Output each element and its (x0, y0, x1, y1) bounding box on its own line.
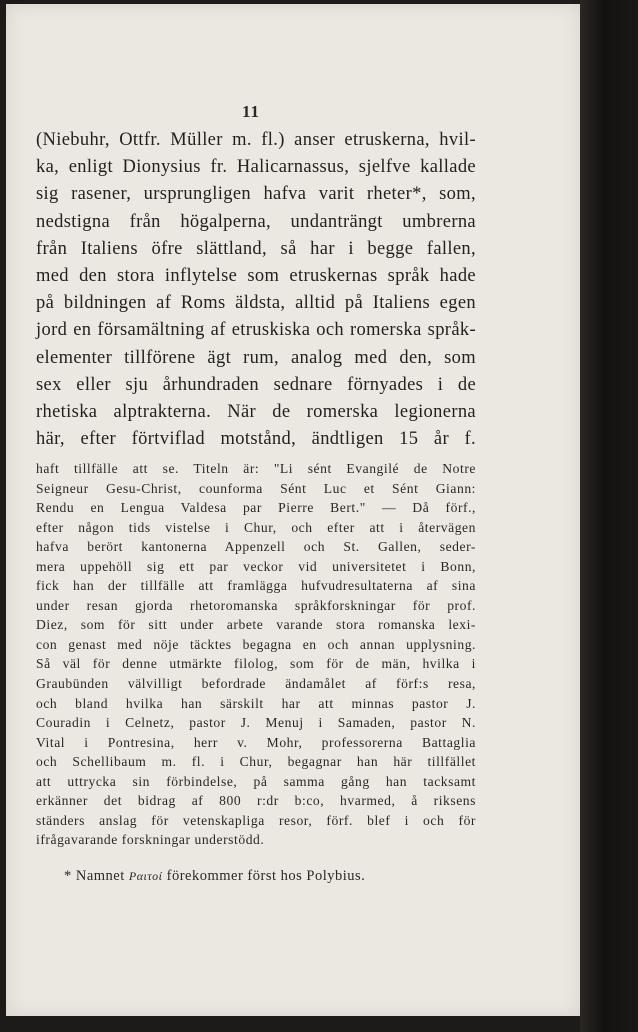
footnote-line: Vital i Pontresina, herr v. Mohr, professorerna Battaglia (36, 734, 476, 750)
footnote-line: Diez, som för sitt under arbete varande stora romanska lexi- (36, 617, 476, 633)
body-line: nedstigna från högalperna, undanträngt umbrerna (36, 211, 476, 232)
body-line: på bildningen af Roms äldsta, alltid på Italiens egen (36, 293, 476, 314)
footnote-line: hafva berört kantonerna Appenzell och St. Gallen, seder- (36, 539, 476, 555)
footnote-line: Seigneur Gesu-Christ, counforma Sént Luc et Sént Giann: (36, 480, 476, 496)
body-line: ka, enligt Dionysius fr. Halicarnassus, sjelfve kallade (36, 157, 476, 178)
footnote-line: efter någon tids vistelse i Chur, och efter att i återvägen (36, 519, 476, 535)
scan-border (580, 0, 638, 1032)
body-line: (Niebuhr, Ottfr. Müller m. fl.) anser etruskerna, hvil- (36, 130, 476, 150)
footnote-line: Couradin i Celnetz, pastor J. Menuj i Samaden, pastor N. (36, 715, 476, 731)
footnote-line: och Schellibaum m. fl. i Chur, begagnar han här tillfället (36, 754, 476, 770)
footnote-line: Graubünden välvilligt befordrade ändamålet af förf:s resa, (36, 676, 476, 692)
footnote-line: fick han der tillfälle att framlägga hufvudresultaterna af sina (36, 578, 476, 594)
footnote-line: haft tillfälle att se. Titeln är: "Li sént Evangilé de Notre (36, 461, 476, 476)
footnote-line: att uttrycka sin förbindelse, på samma gång han tacksamt (36, 773, 476, 789)
footnote-line: ständers anslag för vetenskapliga resor, förf. blef i och för (36, 812, 476, 828)
book-page (6, 4, 580, 1016)
footnote-line: och bland hvilka han särskilt har att minnas pastor J. (36, 695, 476, 711)
body-line: sig rasener, ursprungligen hafva varit rheter*, som, (36, 184, 476, 205)
body-line: här, efter förtviflad motstånd, ändtligen 15 år f. (36, 429, 476, 450)
body-line: jord en församältning af etruskiska och romerska språk- (36, 320, 476, 341)
footnote-line: Rendu en Lengua Valdesa par Pierre Bert." — Då förf., (36, 500, 476, 516)
body-line: från Italiens öfre slättland, så har i begge fallen, (36, 238, 476, 259)
main-body-text (36, 127, 476, 453)
body-line: elementer tillförene ägt rum, analog med den, som (36, 347, 476, 368)
asterisk-note-suffix: förekommer först hos Polybius. (166, 868, 366, 884)
footnote-line: Så väl för denne utmärkte filolog, som för de män, hvilka i (36, 656, 476, 672)
body-line: rhetiska alptrakterna. När de romerska legionerna (36, 401, 476, 422)
footnote-line: ifrågavarande forskningar understödd. (36, 832, 265, 848)
body-line: sex eller sju århundraden sednare förnyades i de (36, 374, 476, 395)
footnote-line: con genast med nöje täcktes begagna en och annan upplysning. (36, 636, 476, 652)
footnote-line: erkänner det bidrag af 800 r:dr b:co, hvarmed, å riksens (36, 793, 476, 809)
page-number: 11 (241, 102, 261, 121)
greek-word: Ραιτοί (128, 869, 163, 883)
footnote-text (36, 459, 476, 850)
asterisk-footnote (64, 866, 464, 886)
footnote-line: mera uppehöll sig ett par veckor vid universitetet i Bonn, (36, 558, 476, 574)
asterisk-note-prefix: * Namnet (64, 868, 125, 884)
body-line: med den stora inflytelse som etruskernas språk hade (36, 265, 476, 286)
footnote-line: under resan gjorda rhetoromanska språkforskningar för prof. (36, 597, 476, 613)
